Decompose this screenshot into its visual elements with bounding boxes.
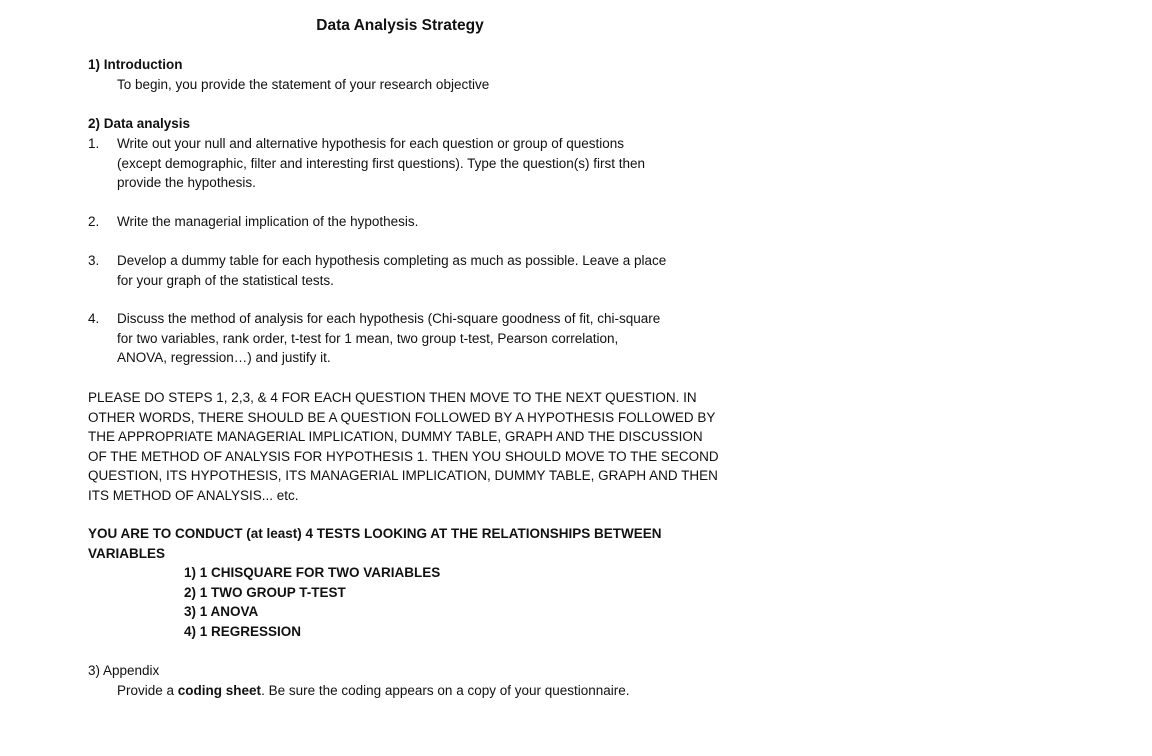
list-item-text: [117, 251, 717, 290]
text-line: for your graph of the statistical tests.: [117, 272, 334, 288]
list-item-text: [117, 134, 717, 193]
text-line: YOU ARE TO CONDUCT (at least) 4 TESTS LOOKING AT THE RELATIONSHIPS BETWEEN: [88, 526, 662, 541]
list-item: 4) 1 REGRESSION: [184, 623, 302, 639]
tests-intro: [88, 524, 728, 563]
coding-sheet-emphasis: coding sheet: [177, 683, 262, 698]
list-item: 2) 1 TWO GROUP T-TEST: [184, 584, 346, 600]
text-line: ITS METHOD OF ANALYSIS... etc.: [88, 487, 299, 503]
list-number: 1.: [88, 136, 100, 151]
text-line: VARIABLES: [88, 545, 166, 561]
text-line: Discuss the method of analysis for each hypothesis (Chi-square goodness of fit, chi-square: [117, 311, 661, 326]
text-line: ANOVA, regression…) and justify it.: [117, 350, 331, 365]
text-line: Write the managerial implication of the hypothesis.: [117, 214, 419, 229]
instructions-paragraph: [88, 388, 728, 505]
section-heading-introduction: 1) Introduction: [88, 57, 183, 72]
section-heading-data-analysis: 2) Data analysis: [88, 116, 191, 131]
text-line: (except demographic, filter and interesting first questions). Type the question(s) first then: [117, 155, 646, 171]
text-line: OTHER WORDS, THERE SHOULD BE A QUESTION FOLLOWED BY A HYPOTHESIS FOLLOWED BY: [88, 409, 716, 425]
text-line: PLEASE DO STEPS 1, 2,3, & 4 FOR EACH QUESTION THEN MOVE TO THE NEXT QUESTION. IN: [88, 390, 697, 405]
list-number: 2.: [88, 214, 100, 229]
text-line: Develop a dummy table for each hypothesis completing as much as possible. Leave a place: [117, 253, 667, 268]
tests-list: [184, 563, 440, 641]
list-number: 3.: [88, 253, 100, 268]
introduction-text: To begin, you provide the statement of your research objective: [117, 77, 490, 92]
list-item-text: [117, 212, 717, 232]
appendix-text-end: . Be sure the coding appears on a copy of your questionnaire.: [261, 683, 630, 698]
section-heading-appendix: 3) Appendix: [88, 663, 160, 678]
text-line: Write out your null and alternative hypothesis for each question or group of questions: [117, 136, 625, 151]
text-line: THE APPROPRIATE MANAGERIAL IMPLICATION, DUMMY TABLE, GRAPH AND THE DISCUSSION: [88, 429, 703, 444]
appendix-text: [117, 681, 817, 701]
list-item: 3) 1 ANOVA: [184, 604, 259, 619]
text-line: QUESTION, ITS HYPOTHESIS, ITS MANAGERIAL IMPLICATION, DUMMY TABLE, GRAPH AND THEN: [88, 468, 718, 483]
list-item: 1) 1 CHISQUARE FOR TWO VARIABLES: [184, 565, 441, 580]
list-number: 4.: [88, 311, 100, 326]
page-title: Data Analysis Strategy: [316, 17, 484, 34]
text-line: OF THE METHOD OF ANALYSIS FOR HYPOTHESIS 1. THEN YOU SHOULD MOVE TO THE SECOND: [88, 448, 719, 464]
text-line: for two variables, rank order, t-test for 1 mean, two group t-test, Pearson correlation,: [117, 330, 619, 346]
text-line: provide the hypothesis.: [117, 175, 256, 190]
appendix-text-start: Provide a: [117, 683, 178, 698]
list-item-text: [117, 309, 717, 368]
